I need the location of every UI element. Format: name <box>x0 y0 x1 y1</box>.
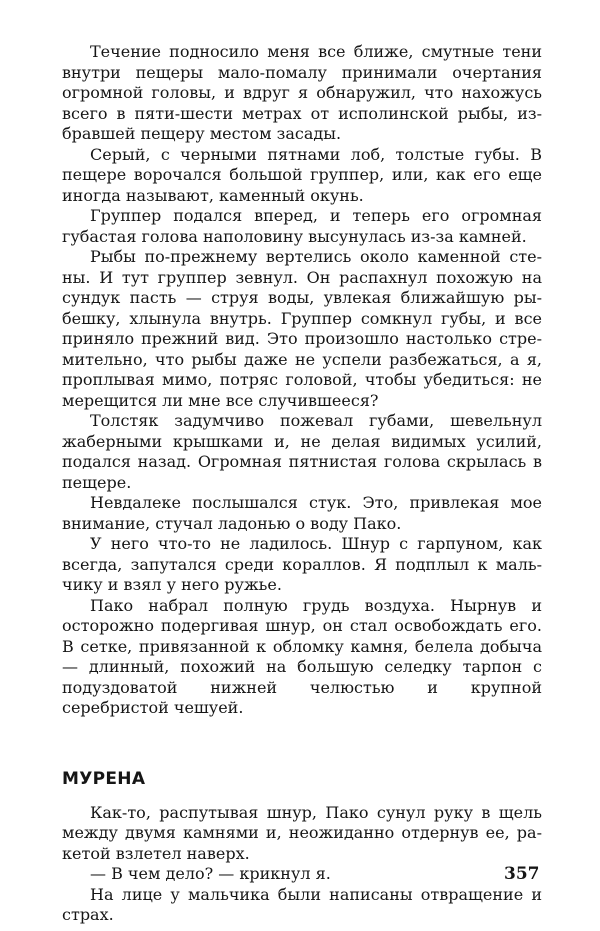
paragraph: Течение подносило меня все ближе, смутные тени внутри пещеры мало-помалу принимали очертания огромной головы, и вдруг я обнаружил, что нахожусь всего в пяти-шести метрах от исполинской рыбы, избравшей пещеру местом засады. <box>62 42 542 143</box>
page-number: 357 <box>504 864 540 884</box>
page-body <box>62 42 542 926</box>
paragraph: Пако набрал полную грудь воздуха. Нырнув и осторожно подергивая шнур, он стал освобождать его. В сетке, привязанной к обломку камня, белела добыча — длинный, похожий на большую селедку тарпон с подуздоватой нижней челюстью и крупной серебристой чешуей. <box>62 595 542 717</box>
paragraph: Невдалеке послышался стук. Это, привлекая мое внимание, стучал ладонью о воду Пако. <box>62 493 542 533</box>
paragraph: На лице у мальчика были написаны отвращение и страх. <box>62 884 542 924</box>
paragraph: У него что-то не ладилось. Шнур с гарпуном, как всегда, запутался среди кораллов. Я подплыл к мальчику и взял у него ружье. <box>62 534 542 594</box>
paragraph: Толстяк задумчиво пожевал губами, шевельнул жаберными крышками и, не делая видимых усилий, подался назад. Огромная пятнистая голова скрылась в пещере. <box>62 411 542 492</box>
paragraph: Группер подался вперед, и теперь его огромная губастая голова наполовину высунулась из-за камней. <box>62 206 542 246</box>
paragraph: Как-то, распутывая шнур, Пако сунул руку в щель между двумя камнями и, неожиданно отдернув ее, ракетой взлетел наверх. <box>62 802 542 863</box>
section-heading: МУРЕНА <box>62 768 146 789</box>
paragraph: Серый, с черными пятнами лоб, толстые губы. В пещере ворочался большой группер, или, как его еще иногда называют, каменный окунь. <box>62 144 542 205</box>
dialogue-line: — В чем дело? — крикнул я. <box>90 864 331 883</box>
paragraph: Рыбы по-прежнему вертелись около каменной стены. И тут группер зевнул. Он распахнул похожую на сундук пасть — струя воды, увлекая ближайшую рыбешку, хлынула внутрь. Группер сомкнул губы, и все приняло прежний вид. Это произошло настолько стремительно, что рыбы даже не успели разбежаться, а я, проплывая мимо, потряс головой, чтобы убедиться: не мерещится ли мне все случившееся? <box>62 247 542 410</box>
